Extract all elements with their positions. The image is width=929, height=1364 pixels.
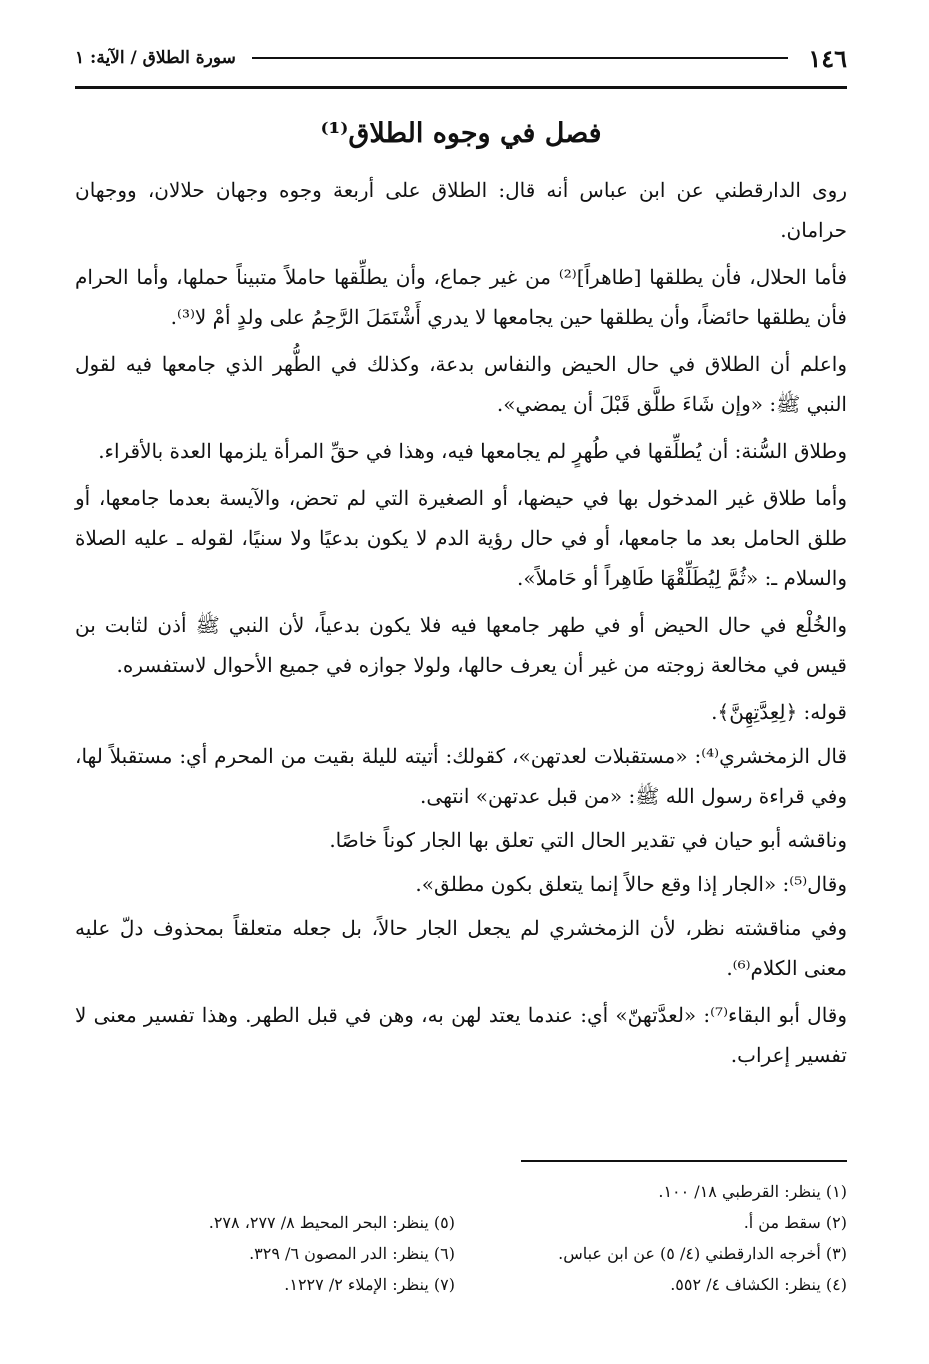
paragraph: قوله: ﴿لِعِدَّتِهِنَّ﴾. bbox=[711, 700, 847, 724]
section-title: فصل في وجوه الطلاق⁽¹⁾ bbox=[320, 118, 602, 149]
paragraph: وناقشه أبو حيان في تقدير الحال التي تعلق بها الجار كوناً خاصًا. bbox=[329, 828, 847, 852]
footnote: (٥) ينظر: البحر المحيط ٨/ ٢٧٧، ٢٧٨. bbox=[208, 1213, 455, 1232]
page-header bbox=[75, 38, 847, 78]
paragraph: قال الزمخشري⁽⁴⁾: «مستقبلات لعدتهن»، كقولك: أتيته لليلة بقيت من المحرم أي: مستقبلاً لها، وفي قراءة رسول الله ﷺ: «من قبل عدتهن» انتهى. bbox=[75, 744, 848, 808]
header-line bbox=[252, 57, 788, 59]
footnote-row bbox=[75, 1207, 847, 1238]
footnote-row bbox=[75, 1238, 847, 1269]
footnote-row bbox=[75, 1269, 847, 1300]
paragraph: وطلاق السُّنة: أن يُطلِّقها في طُهرٍ لم يجامعها فيه، وهذا في حقِّ المرأة يلزمها العدة بالأقراء. bbox=[98, 439, 847, 463]
footnote: (٦) ينظر: الدر المصون ٦/ ٣٢٩. bbox=[249, 1244, 455, 1263]
header-rule bbox=[75, 86, 847, 89]
paragraph: والخُلْع في حال الحيض أو في طهر جامعها فيه فلا يكون بدعياً، لأن النبي ﷺ أذن لثابت بن قيس في مخالعة زوجته من غير أن يعرف حالها، ولولا جوازه في جميع الأحوال لاستفسره. bbox=[75, 613, 847, 677]
paragraph: روى الدارقطني عن ابن عباس أنه قال: الطلاق على أربعة وجوه وجهان حلالان، ووجهان حرامان. bbox=[75, 178, 847, 242]
paragraph: وقال⁽⁵⁾: «الجار إذا وقع حالاً إنما يتعلق بكون مطلق». bbox=[415, 872, 847, 896]
paragraph: وأما طلاق غير المدخول بها في حيضها، أو الصغيرة التي لم تحض، والآيسة بعدما جامعها، أو طلق الحامل بعد ما جامعها، أو في حال رؤية الدم لا يكون بدعيًا ولا سنيًا، لقوله ـ عليه الصلاة والسلام ـ: «ثُمَّ لِيُطَلِّقْهَا طَاهِراً أو حَاملاً». bbox=[75, 486, 847, 590]
running-head: سورة الطلاق / الآية: ١ bbox=[75, 48, 236, 68]
footnote: (٤) ينظر: الكشاف ٤/ ٥٥٢. bbox=[670, 1275, 847, 1294]
paragraph: وقال أبو البقاء⁽⁷⁾: «لعدَّتهنّ» أي: عندما يعتد لهن به، وهن في قبل الطهر. وهذا تفسير معنى لا تفسير إعراب. bbox=[75, 1003, 848, 1067]
footnote: (١) ينظر: القرطبي ١٨/ ١٠٠. bbox=[658, 1182, 847, 1201]
paragraph: وفي مناقشته نظر، لأن الزمخشري لم يجعل الجار حالاً، بل جعله متعلقاً بمحذوف دلّ عليه معنى الكلام⁽⁶⁾. bbox=[75, 916, 847, 980]
footnote-row bbox=[75, 1176, 847, 1207]
footnote: (٣) أخرجه الدارقطني (٤/ ٥) عن ابن عباس. bbox=[558, 1244, 847, 1263]
footnote: (٢) سقط من أ. bbox=[743, 1213, 847, 1232]
footnote: (٧) ينظر: الإملاء ٢/ ١٢٢٧. bbox=[284, 1275, 455, 1294]
main-text bbox=[75, 170, 847, 1082]
paragraph: فأما الحلال، فأن يطلقها [طاهراً]⁽²⁾ من غير جماع، وأن يطلِّقها حاملاً متبيناً حملها، وأما الحرام فأن يطلقها حائضاً، وأن يطلقها حين يجامعها لا يدري أَشْتَمَلَ الرَّحِمُ على ولدٍ أمْ لا⁽³⁾. bbox=[75, 265, 847, 329]
paragraph: واعلم أن الطلاق في حال الحيض والنفاس بدعة، وكذلك في الطُّهر الذي جامعها فيه لقول النبي ﷺ: «وإن شَاءَ طلَّق قَبْلَ أن يمضي». bbox=[75, 352, 847, 416]
footnote-separator bbox=[521, 1160, 847, 1162]
page-number: ١٤٦ bbox=[808, 43, 847, 73]
footnote bbox=[75, 1176, 455, 1207]
footnotes bbox=[75, 1176, 847, 1300]
